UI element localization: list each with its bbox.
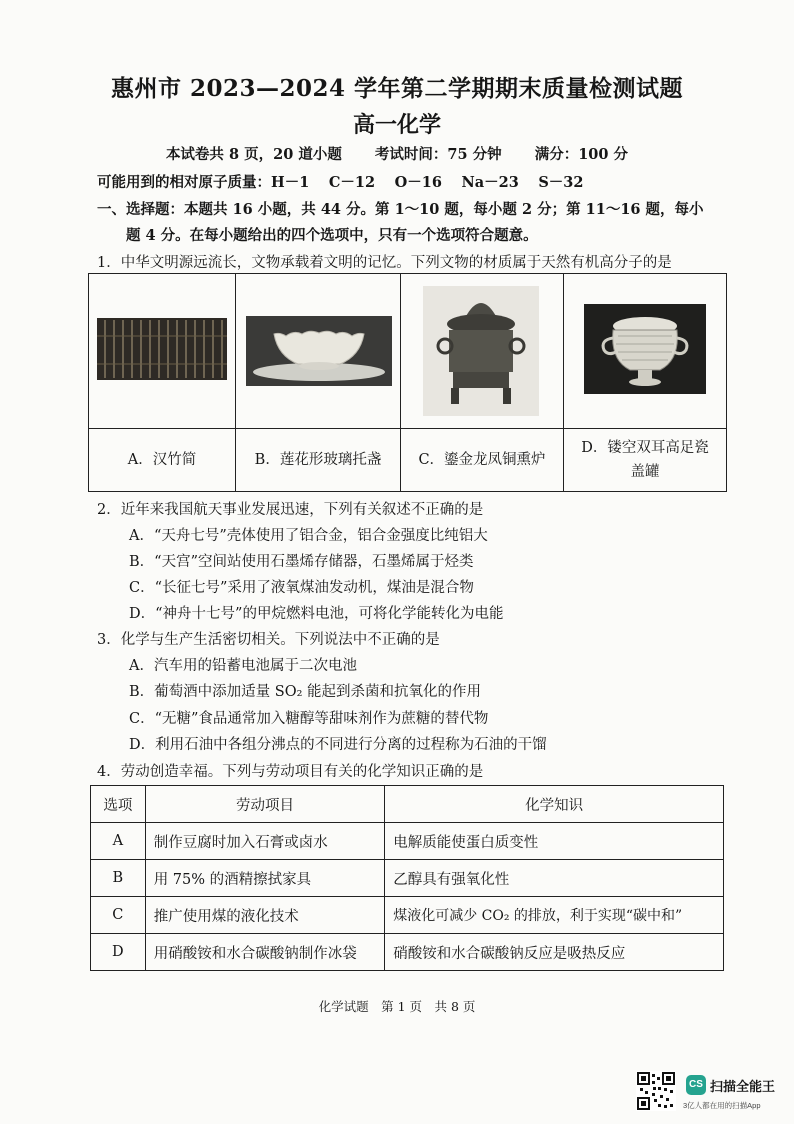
q4-knowledge-item: 煤液化可减少 CO₂ 的排放，利于实现“碳中和” [385, 897, 724, 934]
subject-title: 高一化学 [352, 112, 441, 138]
camscanner-logo-icon: CS [686, 1075, 706, 1095]
page-count-info: 本试卷共 8 页，20 道小题 [165, 146, 342, 163]
full-score-info: 满分：100 分 [534, 146, 629, 163]
q3-stem: 3．化学与生产生活密切相关。下列说法中不正确的是 [97, 632, 440, 648]
q1-stem: 1．中华文明源远流长，文物承载着文明的记忆。下列文物的材质属于天然有机高分子的是 [97, 255, 672, 271]
q2-option-b[interactable]: B．“天宫”空间站使用石墨烯存储器，石墨烯属于烃类 [129, 554, 474, 570]
q3-option-b[interactable]: B．葡萄酒中添加适量 SO₂ 能起到杀菌和抗氧化的作用 [129, 684, 482, 700]
q3-option-d[interactable]: D．利用石油中各组分沸点的不同进行分离的过程称为石油的干馏 [129, 737, 547, 753]
q2-option-d[interactable]: D．“神舟十七号”的甲烷燃料电池，可将化学能转化为电能 [129, 606, 504, 622]
q3-option-c[interactable]: C．“无糖”食品通常加入糖醇等甜味剂作为蔗糖的替代物 [129, 711, 489, 727]
camscanner-name: 扫描全能王 [710, 1079, 776, 1094]
q4-labor-item: 制作豆腐时加入石膏或卤水 [145, 823, 385, 860]
bronze-censer-image [401, 274, 563, 424]
q4-header-knowledge: 化学知识 [385, 786, 724, 823]
q4-row-a[interactable] [91, 823, 724, 860]
q4-table-header [91, 786, 724, 823]
q3-option-a[interactable]: A．汽车用的铅蓄电池属于二次电池 [129, 658, 357, 674]
artifact-image-d [564, 274, 727, 429]
q4-row-b[interactable] [91, 860, 724, 897]
q4-labor-item: 用 75% 的酒精擦拭家具 [145, 860, 385, 897]
exam-time-info: 考试时间：75 分钟 [374, 146, 502, 163]
q1-option-a[interactable]: A．汉竹简 [89, 429, 236, 492]
glass-bowl-image [236, 274, 400, 424]
q4-row-label: B [91, 860, 146, 897]
q2-stem: 2．近年来我国航天事业发展迅速，下列有关叙述不正确的是 [97, 502, 484, 518]
section-instructions-2: 题 4 分。在每小题给出的四个选项中，只有一个选项符合题意。 [126, 227, 538, 244]
q2-option-c[interactable]: C．“长征七号”采用了液氧煤油发动机，煤油是混合物 [129, 580, 474, 596]
q4-knowledge-item: 乙醇具有强氧化性 [385, 860, 724, 897]
atomic-masses: 可能用到的相对原子质量：H－1 C－12 O－16 Na－23 S－32 [97, 174, 584, 191]
q4-row-label: C [91, 897, 146, 934]
artifact-image-b [236, 274, 401, 429]
q4-header-labor: 劳动项目 [145, 786, 385, 823]
qr-code-icon [636, 1071, 676, 1111]
q4-labor-item: 用硝酸铵和水合碳酸钠制作冰袋 [145, 934, 385, 971]
page-footer: 化学试题 第 1 页 共 8 页 [318, 999, 476, 1014]
camscanner-tagline: 3亿人都在用的扫描App [683, 1101, 761, 1110]
q4-row-label: D [91, 934, 146, 971]
section-instructions-1: 一、选择题：本题共 16 小题，共 44 分。第 1～10 题，每小题 2 分；第 11～16 题，每小 [97, 201, 704, 218]
q4-row-d[interactable] [91, 934, 724, 971]
porcelain-jar-image [564, 274, 726, 424]
q1-option-b[interactable]: B．莲花形玻璃托盏 [236, 429, 401, 492]
q4-stem: 4．劳动创造幸福。下列与劳动项目有关的化学知识正确的是 [97, 764, 484, 780]
artifact-image-c [401, 274, 564, 429]
q4-knowledge-item: 硝酸铵和水合碳酸钠反应是吸热反应 [385, 934, 724, 971]
exam-title: 惠州市 2023—2024 学年第二学期期末质量检测试题 [110, 75, 684, 102]
q4-row-label: A [91, 823, 146, 860]
q4-header-option: 选项 [91, 786, 146, 823]
q1-option-d-line1: D．镂空双耳高足瓷 [581, 440, 709, 456]
q4-table [90, 785, 724, 971]
q2-option-a[interactable]: A．“天舟七号”壳体使用了铝合金，铝合金强度比纯铝大 [129, 528, 488, 544]
q1-options-table [88, 273, 727, 492]
q4-knowledge-item: 电解质能使蛋白质变性 [385, 823, 724, 860]
q1-option-d[interactable] [564, 429, 727, 492]
q4-labor-item: 推广使用煤的液化技术 [145, 897, 385, 934]
bamboo-slips-image [89, 274, 235, 424]
q1-option-d-line2: 盖罐 [630, 464, 660, 480]
q1-option-c[interactable]: C．鎏金龙凤铜熏炉 [401, 429, 564, 492]
q4-row-c[interactable] [91, 897, 724, 934]
exam-meta [0, 143, 794, 164]
artifact-image-a [89, 274, 236, 429]
